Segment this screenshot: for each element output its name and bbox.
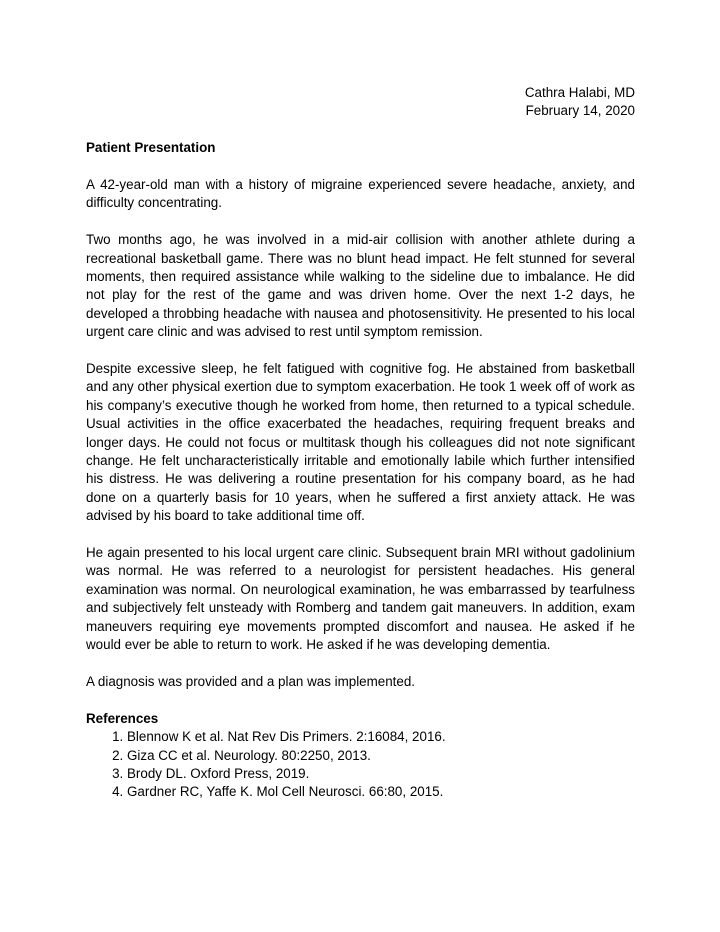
paragraph-injury: Two months ago, he was involved in a mid-air collision with another athlete during a recreational basketball game. There was no blunt head impact. He felt stunned for several moments, then required assistance while walking to the sideline due to imbalance. He did not play for the rest of the game and was driven home. Over the next 1-2 days, he developed a throbbing headache with nausea and photosensitivity. He presented to his local urgent care clinic and was advised to rest until symptom remission. (86, 232, 635, 340)
reference-item: 2. Giza CC et al. Neurology. 80:2250, 2013. (127, 747, 635, 765)
document-date: February 14, 2020 (525, 103, 635, 119)
document-header (86, 84, 635, 121)
paragraph-symptoms: Despite excessive sleep, he felt fatigued with cognitive fog. He abstained from basketball and any other physical exertion due to symptom exacerbation. He took 1 week off of work as his company’s executive though he worked from home, then returned to a typical schedule. Usual activities in the office exacerbated the headaches, requiring frequent breaks and longer days. He could not focus or multitask though his colleagues did not note significant change. He felt uncharacteristically irritable and emotionally labile which further intensified his distress. He was delivering a routine presentation for his company board, as he had done on a quarterly basis for 10 years, when he suffered a first anxiety attack. He was advised by his board to take additional time off. (86, 361, 635, 524)
reference-item: 3. Brody DL. Oxford Press, 2019. (127, 765, 635, 783)
reference-item: 4. Gardner RC, Yaffe K. Mol Cell Neurosci. 66:80, 2015. (127, 783, 635, 801)
section-title: Patient Presentation (86, 140, 216, 156)
paragraph-examination: He again presented to his local urgent care clinic. Subsequent brain MRI without gadolinium was normal. He was referred to a neurologist for persistent headaches. His general examination was normal. On neurological examination, he was embarrassed by tearfulness and subjectively felt unsteady with Romberg and tandem gait maneuvers. In addition, exam maneuvers requiring eye movements prompted discomfort and nausea. He asked if he would ever be able to return to work. He asked if he was developing dementia. (86, 545, 635, 653)
references-list (86, 728, 635, 802)
paragraph-diagnosis: A diagnosis was provided and a plan was implemented. (86, 673, 416, 689)
references-title: References (86, 710, 159, 726)
reference-item: 1. Blennow K et al. Nat Rev Dis Primers. 2:16084, 2016. (127, 728, 635, 746)
paragraph-presentation: A 42-year-old man with a history of migraine experienced severe headache, anxiety, and difficulty concentrating. (86, 177, 635, 211)
author-name: Cathra Halabi, MD (524, 85, 635, 100)
document-page (86, 84, 635, 802)
